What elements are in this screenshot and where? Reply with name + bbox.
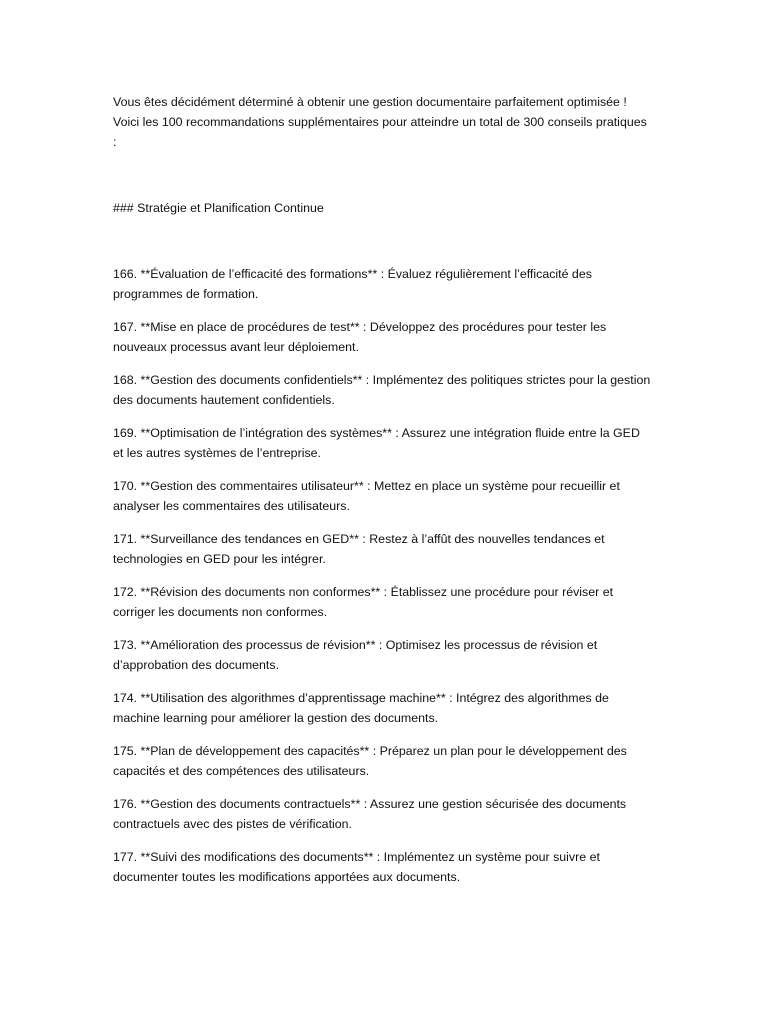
list-item: 176. **Gestion des documents contractuels** : Assurez une gestion sécurisée des documents contractuels avec des pistes de vérification. xyxy=(113,797,627,831)
section-heading: ### Stratégie et Planification Continue xyxy=(113,201,324,215)
intro-paragraph: Vous êtes décidément déterminé à obtenir une gestion documentaire parfaitement optimisée ! Voici les 100 recommandations supplémentaires pour atteindre un total de 300 conseils pratiques : xyxy=(113,95,647,149)
list-item: 177. **Suivi des modifications des documents** : Implémentez un système pour suivre et documenter toutes les modifications apportées aux documents. xyxy=(113,850,600,884)
list-item: 168. **Gestion des documents confidentiels** : Implémentez des politiques strictes pour la gestion des documents hautement confidentiels. xyxy=(113,373,651,407)
list-item: 174. **Utilisation des algorithmes d’apprentissage machine** : Intégrez des algorithmes de machine learning pour améliorer la gestion des documents. xyxy=(113,691,609,725)
list-item: 170. **Gestion des commentaires utilisateur** : Mettez en place un système pour recueillir et analyser les commentaires des utilisateurs. xyxy=(113,479,620,513)
list-item: 171. **Surveillance des tendances en GED** : Restez à l’affût des nouvelles tendances et technologies en GED pour les intégrer. xyxy=(113,532,605,566)
document-page xyxy=(113,92,653,900)
list-item: 173. **Amélioration des processus de révision** : Optimisez les processus de révision et d’approbation des documents. xyxy=(113,638,598,672)
list-item: 166. **Évaluation de l’efficacité des formations** : Évaluez régulièrement l’efficacité des programmes de formation. xyxy=(113,267,592,301)
list-item: 175. **Plan de développement des capacités** : Préparez un plan pour le développement des capacités et des compétences des utilisateurs. xyxy=(113,744,627,778)
list-item: 172. **Révision des documents non conformes** : Établissez une procédure pour réviser et corriger les documents non conformes. xyxy=(113,585,614,619)
recommendation-list xyxy=(113,264,653,887)
list-item: 169. **Optimisation de l’intégration des systèmes** : Assurez une intégration fluide entre la GED et les autres systèmes de l’entreprise. xyxy=(113,426,640,460)
list-item: 167. **Mise en place de procédures de test** : Développez des procédures pour tester les nouveaux processus avant leur déploiement. xyxy=(113,320,607,354)
